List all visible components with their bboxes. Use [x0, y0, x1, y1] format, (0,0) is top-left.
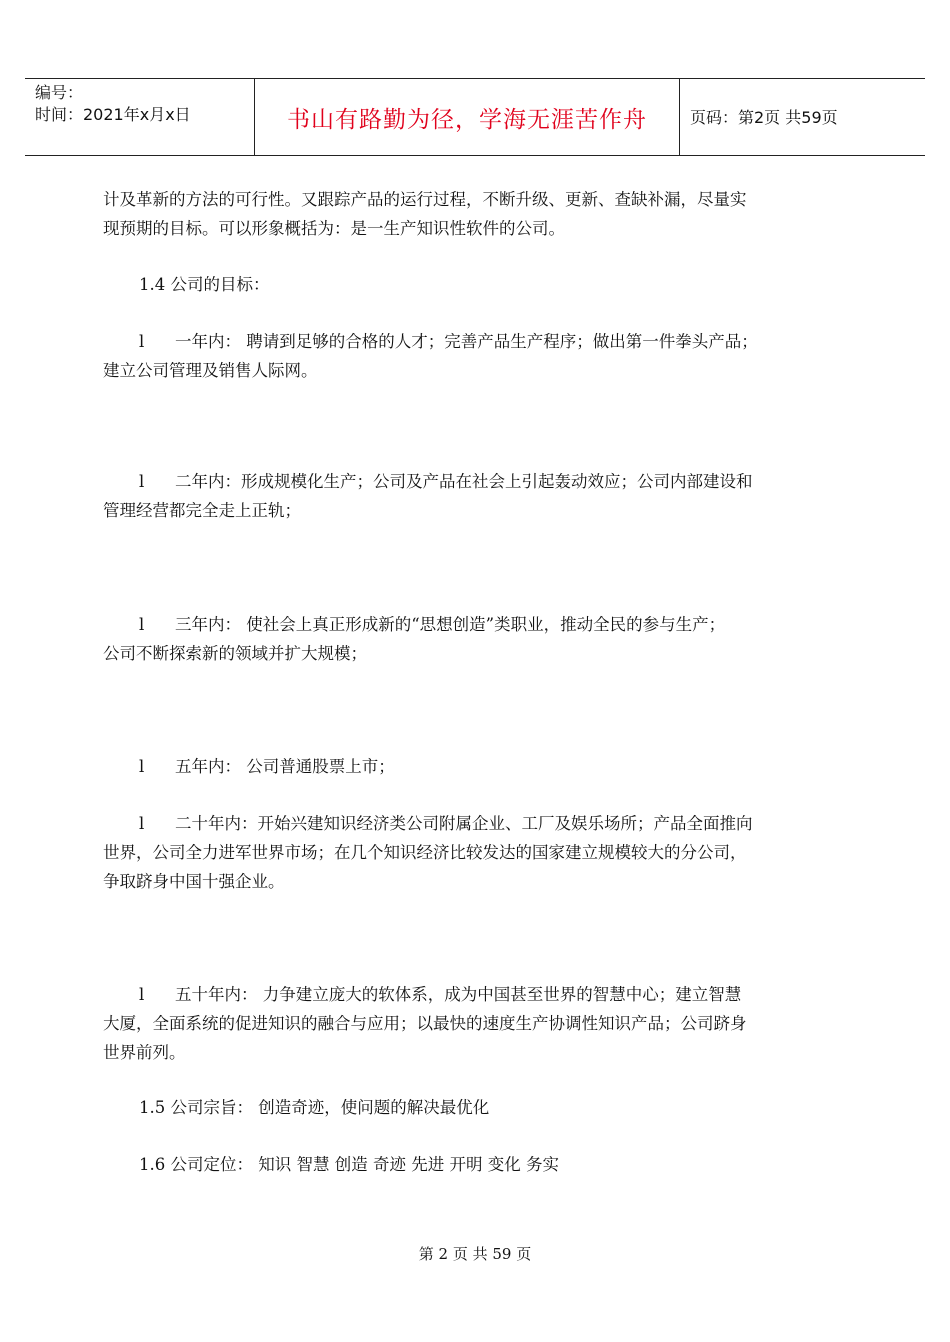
goal-line-1: 五十年内： 力争建立庞大的软体系，成为中国甚至世界的智慧中心；建立智慧: [175, 985, 742, 1004]
goal-line-3: 世界前列。: [103, 1043, 186, 1062]
section-positioning: 1.6 公司定位： 知识 智慧 创造 奇迹 先进 开明 变化 务实: [139, 1155, 559, 1174]
goal-item-4: [103, 752, 863, 781]
document-number-label: 编号：: [35, 83, 84, 102]
goal-item-1: [103, 327, 863, 385]
intro-line-2: 现预期的目标。可以形象概括为：是一生产知识性软件的公司。: [103, 219, 565, 238]
goal-line-1: 五年内： 公司普通股票上市；: [175, 757, 395, 776]
goal-line-2: 公司不断探索新的领域并扩大规模；: [103, 644, 367, 663]
bullet-mark: l: [139, 814, 145, 833]
header-meta: [35, 82, 191, 126]
goal-line-2: 大厦，全面系统的促进知识的融合与应用；以最快的速度生产协调性知识产品；公司跻身: [103, 1014, 747, 1033]
header-bottom-rule: [25, 155, 925, 156]
goal-item-6: [103, 980, 863, 1067]
intro-paragraph: [103, 185, 863, 243]
section-purpose: 1.5 公司宗旨： 创造奇迹，使问题的解决最优化: [139, 1098, 490, 1117]
header-page-info: 页码：第2页 共59页: [690, 108, 838, 127]
goal-line-3: 争取跻身中国十强企业。: [103, 872, 285, 891]
bullet-mark: l: [139, 757, 145, 776]
goal-item-2: [103, 467, 863, 525]
header-divider-right: [679, 78, 680, 155]
bullet-mark: l: [139, 615, 145, 634]
section-heading-goals: 1.4 公司的目标：: [139, 275, 270, 294]
header-top-rule: [25, 78, 925, 79]
bullet-mark: l: [139, 472, 145, 491]
goal-line-1: 二十年内：开始兴建知识经济类公司附属企业、工厂及娱乐场所；产品全面推向: [175, 814, 753, 833]
page-footer: 第 2 页 共 59 页: [418, 1245, 532, 1263]
goal-line-1: 三年内： 使社会上真正形成新的“思想创造”类职业，推动全民的参与生产；: [175, 615, 726, 634]
header-motto: 书山有路勤为径，学海无涯苦作舟: [287, 107, 647, 133]
intro-line-1: 计及革新的方法的可行性。又跟踪产品的运行过程，不断升级、更新、查缺补漏，尽量实: [103, 190, 747, 209]
goal-line-2: 建立公司管理及销售人际网。: [103, 361, 318, 380]
goal-line-2: 管理经营都完全走上正轨；: [103, 501, 301, 520]
goal-line-2: 世界，公司全力进军世界市场；在几个知识经济比较发达的国家建立规模较大的分公司，: [103, 843, 747, 862]
goal-line-1: 二年内：形成规模化生产；公司及产品在社会上引起轰动效应；公司内部建设和: [175, 472, 753, 491]
bullet-mark: l: [139, 332, 145, 351]
goal-item-3: [103, 610, 863, 668]
goal-line-1: 一年内： 聘请到足够的合格的人才；完善产品生产程序；做出第一件拳头产品；: [175, 332, 758, 351]
bullet-mark: l: [139, 985, 145, 1004]
goal-item-5: [103, 809, 863, 896]
document-time-label: 时间：2021年x月x日: [35, 105, 191, 124]
